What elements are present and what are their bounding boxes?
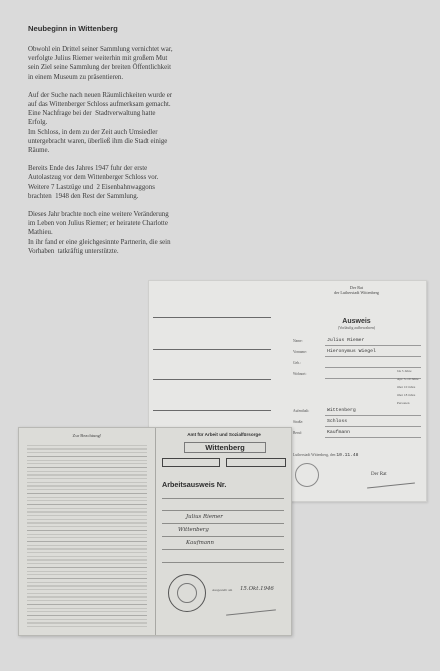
booklet-line	[162, 536, 284, 537]
paragraph-line: Vorhaben tatkräftig unterstützte.	[28, 247, 119, 255]
ausweis-date	[293, 453, 358, 458]
row-label: Geb.:	[293, 361, 301, 365]
row-value: Wittenberg	[327, 408, 356, 413]
booklet-fine-print	[27, 442, 147, 628]
booklet-signature	[226, 609, 276, 615]
paragraph-line: Im Schloss, in dem zu der Zeit auch Umsiedler	[28, 128, 158, 136]
paragraph-line: Räume.	[28, 147, 50, 155]
paragraph	[28, 210, 328, 256]
row-label: Name:	[293, 339, 303, 343]
row-rule	[325, 437, 421, 438]
paragraph-line: Erfolg.	[28, 119, 48, 127]
ausweis-row	[293, 430, 421, 438]
booklet-title: Arbeitsausweis Nr.	[162, 480, 227, 489]
handwritten-entry: Kaufmann	[186, 540, 214, 546]
booklet-left-title: Zur Beachtung!	[72, 433, 102, 438]
row-rule	[325, 356, 421, 357]
paragraph-line: Mathieu.	[28, 229, 53, 237]
ausweis-row	[293, 408, 421, 416]
paragraph-line: Obwohl ein Drittel seiner Sammlung vernichtet war,	[28, 46, 173, 53]
booklet-line	[162, 562, 284, 563]
paragraph-line: Weitere 7 Lastzüge und 2 Eisenbahnwaggons	[28, 183, 155, 191]
side-note: Apr. 3–10 Jahre	[397, 377, 419, 381]
paragraph	[28, 164, 328, 201]
side-note: Personen	[397, 401, 410, 405]
ausweis-row	[293, 360, 421, 368]
booklet-box	[226, 458, 286, 467]
row-value: Kaufmann	[327, 430, 351, 435]
booklet-date-label: Ausgestellt am	[212, 588, 233, 592]
row-label: Aufenthalt:	[293, 409, 310, 413]
blank-line	[153, 349, 271, 350]
paragraph	[28, 91, 328, 155]
ausweis-header-line2: der Lutherstadt Wittenberg	[333, 290, 380, 295]
booklet-left-page	[19, 428, 156, 635]
blank-line	[153, 317, 271, 318]
ausweis-header-line1: Der Rat	[349, 285, 364, 290]
row-label: Vorname:	[293, 350, 307, 354]
paragraph	[28, 45, 328, 82]
handwritten-entry: Julius Riemer	[186, 514, 223, 520]
paragraph-line: Eine Nachfrage bei der Stadtverwaltung hatte	[28, 110, 156, 118]
paragraph-line: Autolastzug vor dem Wittenberger Schloss vor.	[28, 174, 159, 182]
booklet-stamp-inner	[177, 583, 197, 603]
booklet-city: Wittenberg	[184, 442, 266, 453]
paragraph-line: In ihr fand er eine gleichgesinnte Partnerin, die sein	[28, 238, 171, 246]
ausweis-rat-label: Der Rat	[371, 472, 387, 477]
booklet-line	[162, 510, 284, 511]
booklet-date-value: 15.Okt.1946	[240, 586, 274, 592]
row-label: Wohnort:	[293, 372, 307, 376]
side-note: über 18 Jahre	[397, 393, 416, 397]
ausweis-title: Ausweis	[342, 318, 371, 325]
row-rule	[325, 415, 421, 416]
paragraph-line: Auf der Suche nach neuen Räumlichkeiten wurde er	[28, 91, 173, 99]
side-note: bis 3 Jahre	[397, 369, 412, 373]
row-rule	[325, 345, 421, 346]
ausweis-subtitle: (Vorläufig aufbewahren)	[337, 326, 376, 330]
handwritten-entry: Wittenberg	[178, 527, 209, 533]
booklet-box	[162, 458, 220, 467]
ausweis-stamp	[295, 463, 319, 487]
booklet-line	[162, 523, 284, 524]
ausweis-header	[287, 285, 426, 295]
paragraph-line: Bereits Ende des Jahres 1947 fuhr der erste	[28, 165, 148, 173]
paragraph-line: verfolgte Julius Riemer weiterhin mit großem Mut	[28, 55, 168, 63]
ausweis-row	[293, 419, 421, 427]
ausweis-form	[287, 281, 426, 501]
booklet-right-page	[156, 428, 291, 635]
date-value: 10.11.48	[336, 453, 359, 458]
paragraph-line: in einem Museum zu präsentieren.	[28, 73, 124, 81]
paragraph-line: im Leben von Julius Riemer; er heiratete Charlotte	[28, 220, 168, 228]
row-value: Hieronymus Wiegel	[327, 349, 376, 354]
ausweis-row	[293, 349, 421, 357]
date-label: Lutherstadt Wittenberg, den	[293, 453, 336, 457]
blank-line	[153, 379, 271, 380]
page-title: Neubeginn in Wittenberg	[28, 24, 118, 33]
row-value: Julius Riemer	[327, 338, 365, 343]
blank-line	[153, 410, 271, 411]
paragraphs	[28, 45, 328, 256]
ausweis-row	[293, 338, 421, 346]
row-value: Schloss	[327, 419, 348, 424]
row-rule	[325, 367, 421, 368]
booklet-office: Amt für Arbeit und Sozialfürsorge	[187, 432, 261, 437]
booklet-stamp	[168, 574, 206, 612]
paragraph-line: untergebracht waren, überließ ihm die Stadt einige	[28, 137, 168, 145]
booklet-line	[162, 549, 284, 550]
row-rule	[325, 426, 421, 427]
signature	[367, 482, 415, 488]
text-block	[28, 24, 328, 265]
arbeitsausweis-booklet	[18, 427, 292, 636]
paragraph-line: brachten 1948 den Rest der Sammlung.	[28, 192, 139, 200]
paragraph-line: sein Ziel seine Sammlung der breiten Öffentlichkeit	[28, 64, 172, 72]
row-label: Straße:	[293, 420, 304, 424]
row-label: Beruf:	[293, 431, 303, 435]
booklet-line	[162, 498, 284, 499]
side-note: über 10 Jahre	[397, 385, 416, 389]
paragraph-line: Dieses Jahr brachte noch eine weitere Veränderung	[28, 211, 169, 219]
paragraph-line: auf das Wittenberger Schloss aufmerksam gemacht.	[28, 101, 171, 109]
